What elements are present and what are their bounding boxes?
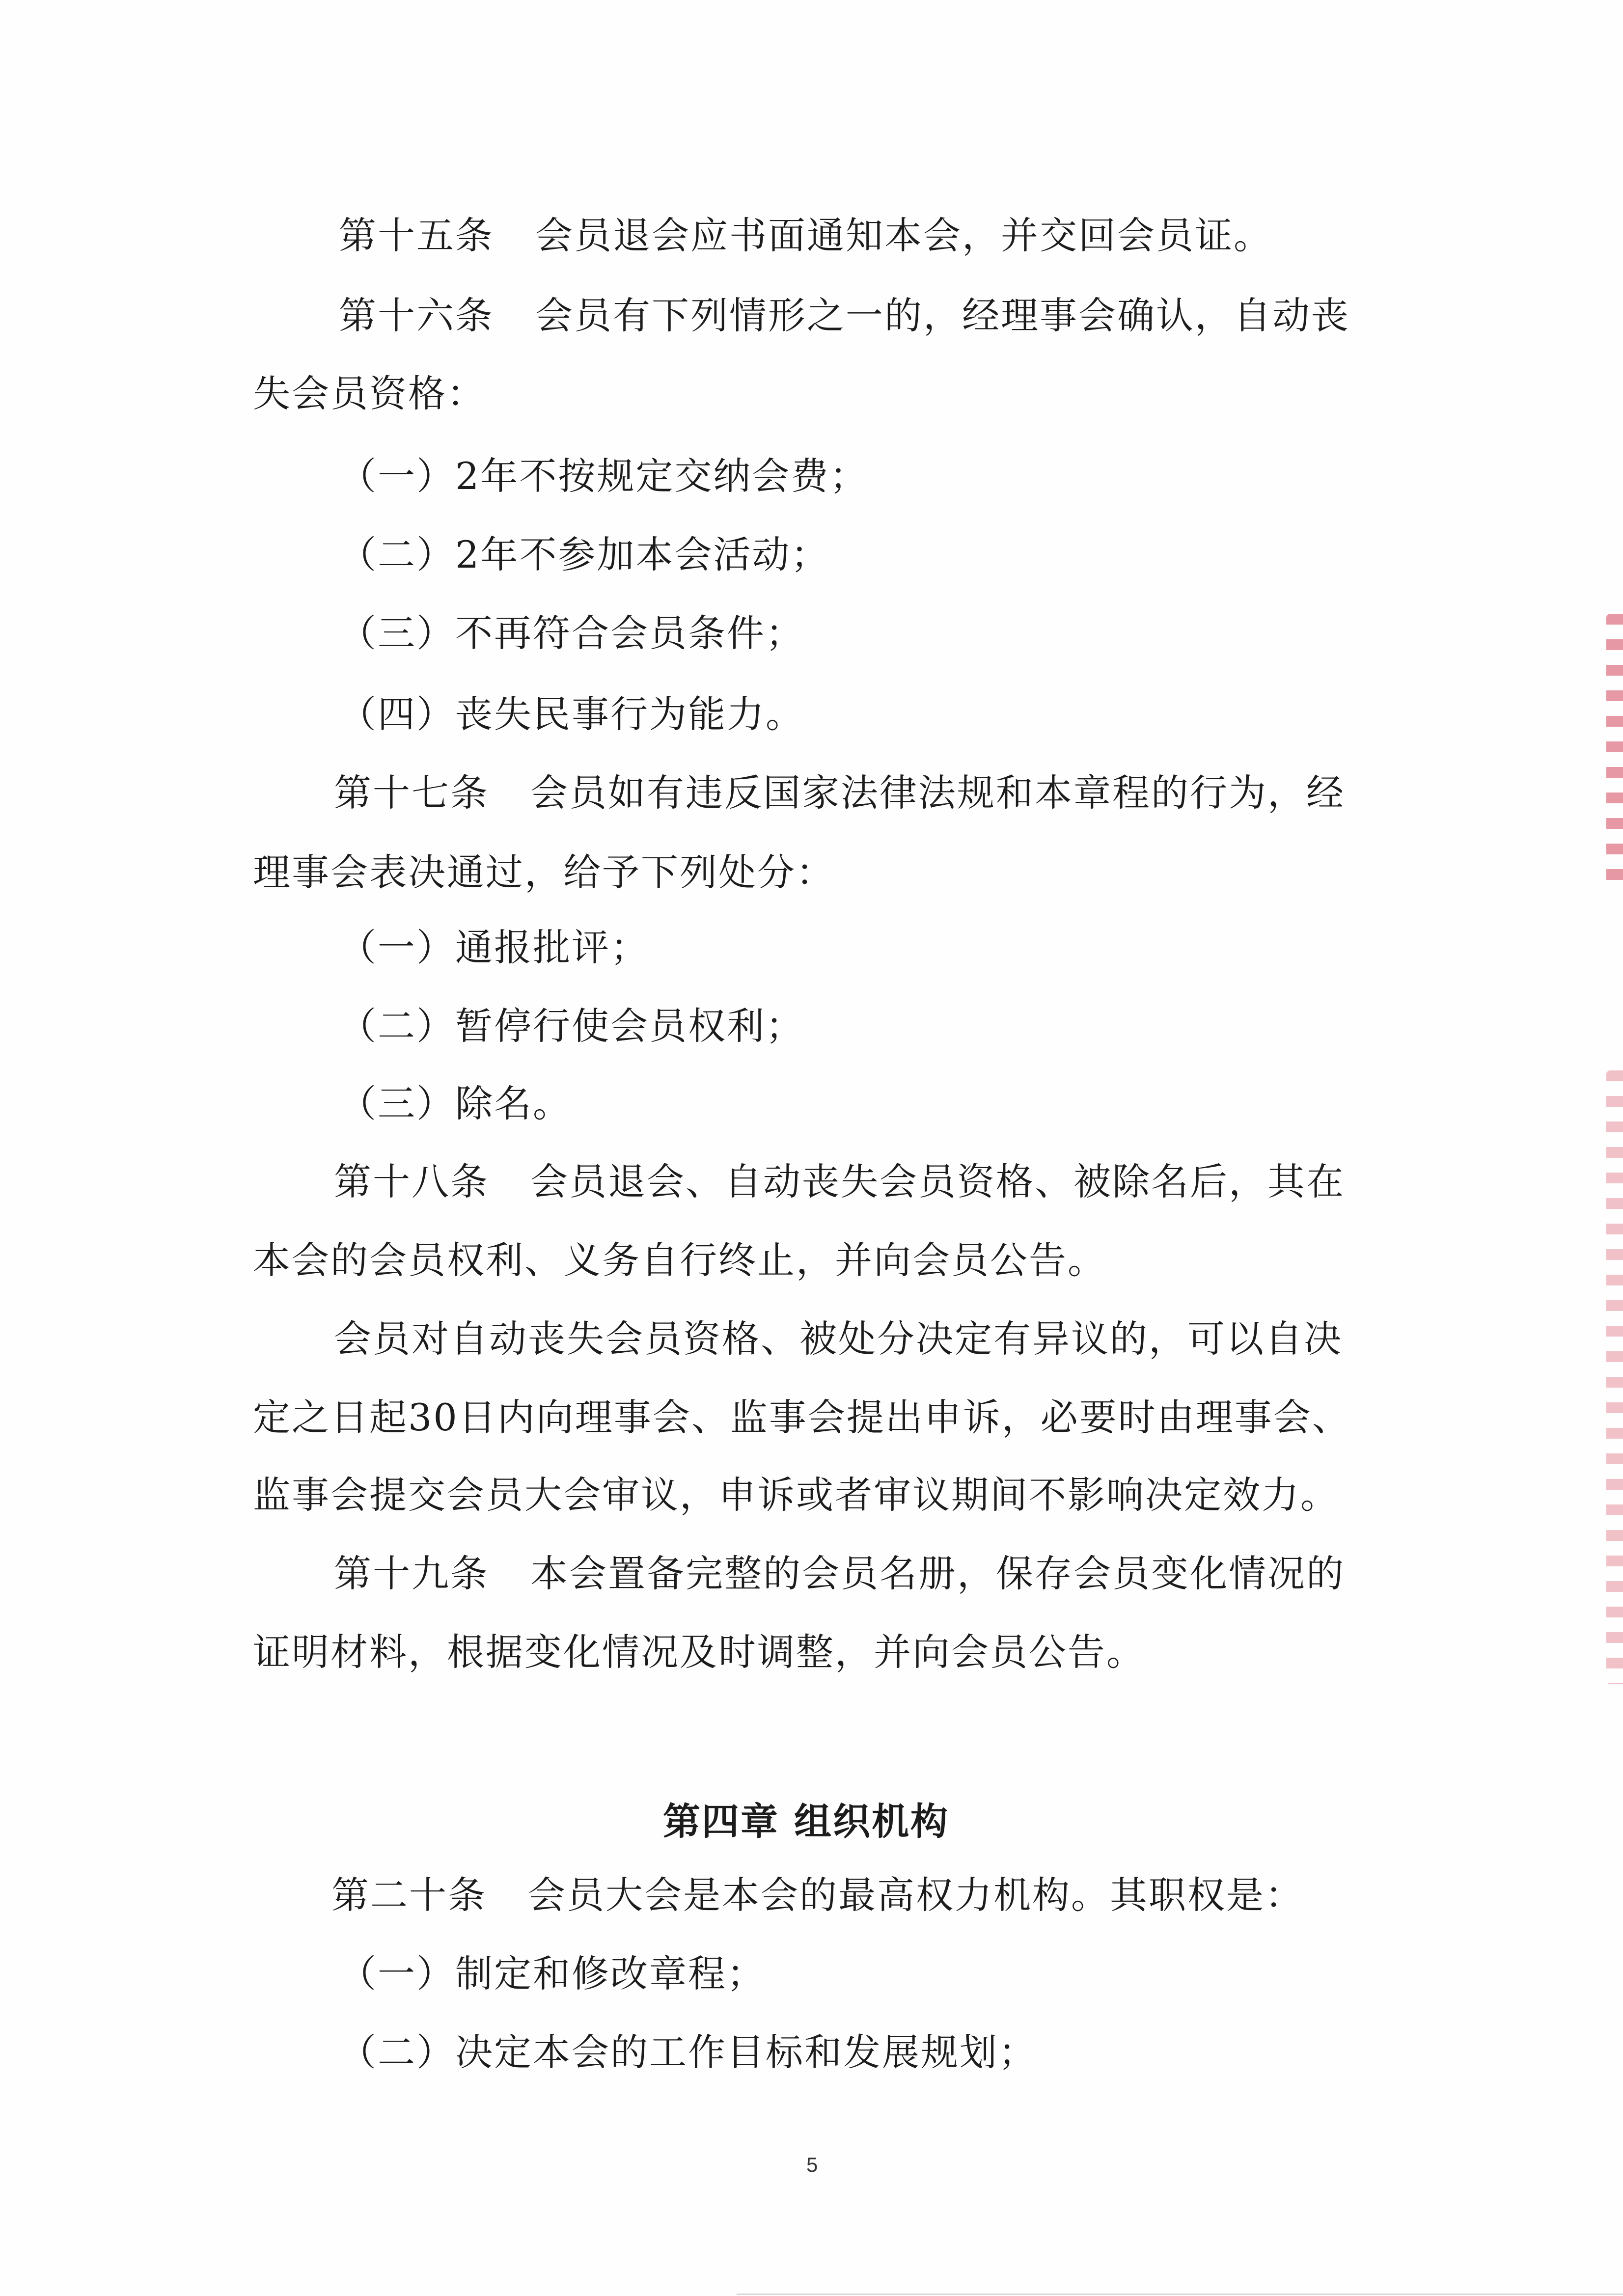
article-label: 第二十条 [331, 1873, 487, 1917]
article-label: 第十八条 [334, 1160, 489, 1203]
article-label: 第十七条 [334, 771, 489, 815]
text-line: 失会员资格： [253, 372, 486, 415]
list-item: （三）除名。 [339, 1082, 572, 1125]
list-item: （二）暂停行使会员权利； [339, 1004, 804, 1048]
article-text: 本会置备完整的会员名册，保存会员变化情况的 [530, 1552, 1345, 1595]
list-item: （四）丧失民事行为能力。 [339, 692, 804, 736]
article-20-line [331, 1871, 1304, 1920]
article-label: 第十五条 [339, 214, 494, 257]
list-item: （一）制定和修改章程； [339, 1952, 766, 1995]
article-16-line [339, 291, 1350, 340]
text-line: 监事会提交会员大会审议，申诉或者审议期间不影响决定效力。 [253, 1473, 1339, 1517]
article-label: 第十九条 [334, 1552, 489, 1595]
list-item: （二）决定本会的工作目标和发展规划； [339, 2030, 1037, 2074]
text-line: 证明材料，根据变化情况及时调整，并向会员公告。 [253, 1630, 1145, 1674]
page-number: 5 [806, 2153, 818, 2176]
text-line: 会员对自动丧失会员资格、被处分决定有异议的，可以自决 [334, 1317, 1343, 1361]
article-text: 会员大会是本会的最高权力机构。其职权是： [528, 1873, 1304, 1917]
list-item: （三）不再符合会员条件； [339, 611, 804, 655]
article-17-line [334, 768, 1345, 818]
article-label: 第十六条 [339, 294, 494, 337]
chapter-heading [663, 1797, 949, 1846]
article-text: 会员有下列情形之一的，经理事会确认，自动丧 [535, 294, 1350, 337]
chapter-number: 第四章 [663, 1800, 779, 1843]
list-item: （一）2年不按规定交纳会费； [339, 454, 869, 498]
seal-fragment [1606, 614, 1623, 889]
chapter-title: 组织机构 [794, 1800, 949, 1843]
list-item: （二）2年不参加本会活动； [339, 533, 830, 576]
article-15-line [339, 211, 1272, 260]
text-line: 本会的会员权利、义务自行终止，并向会员公告。 [253, 1238, 1106, 1282]
article-19-line [334, 1549, 1345, 1598]
text-line: 定之日起30日内向理事会、监事会提出申诉，必要时由理事会、 [253, 1395, 1351, 1439]
text-line: 理事会表决通过，给予下列处分： [253, 850, 835, 894]
scan-edge-line [737, 2294, 1623, 2295]
article-text: 会员退会应书面通知本会，并交回会员证。 [535, 214, 1272, 257]
article-text: 会员退会、自动丧失会员资格、被除名后，其在 [530, 1160, 1345, 1203]
article-18-line [334, 1157, 1345, 1206]
seal-fragment [1606, 1070, 1623, 1684]
article-text: 会员如有违反国家法律法规和本章程的行为，经 [530, 771, 1345, 815]
list-item: （一）通报批评； [339, 926, 649, 969]
